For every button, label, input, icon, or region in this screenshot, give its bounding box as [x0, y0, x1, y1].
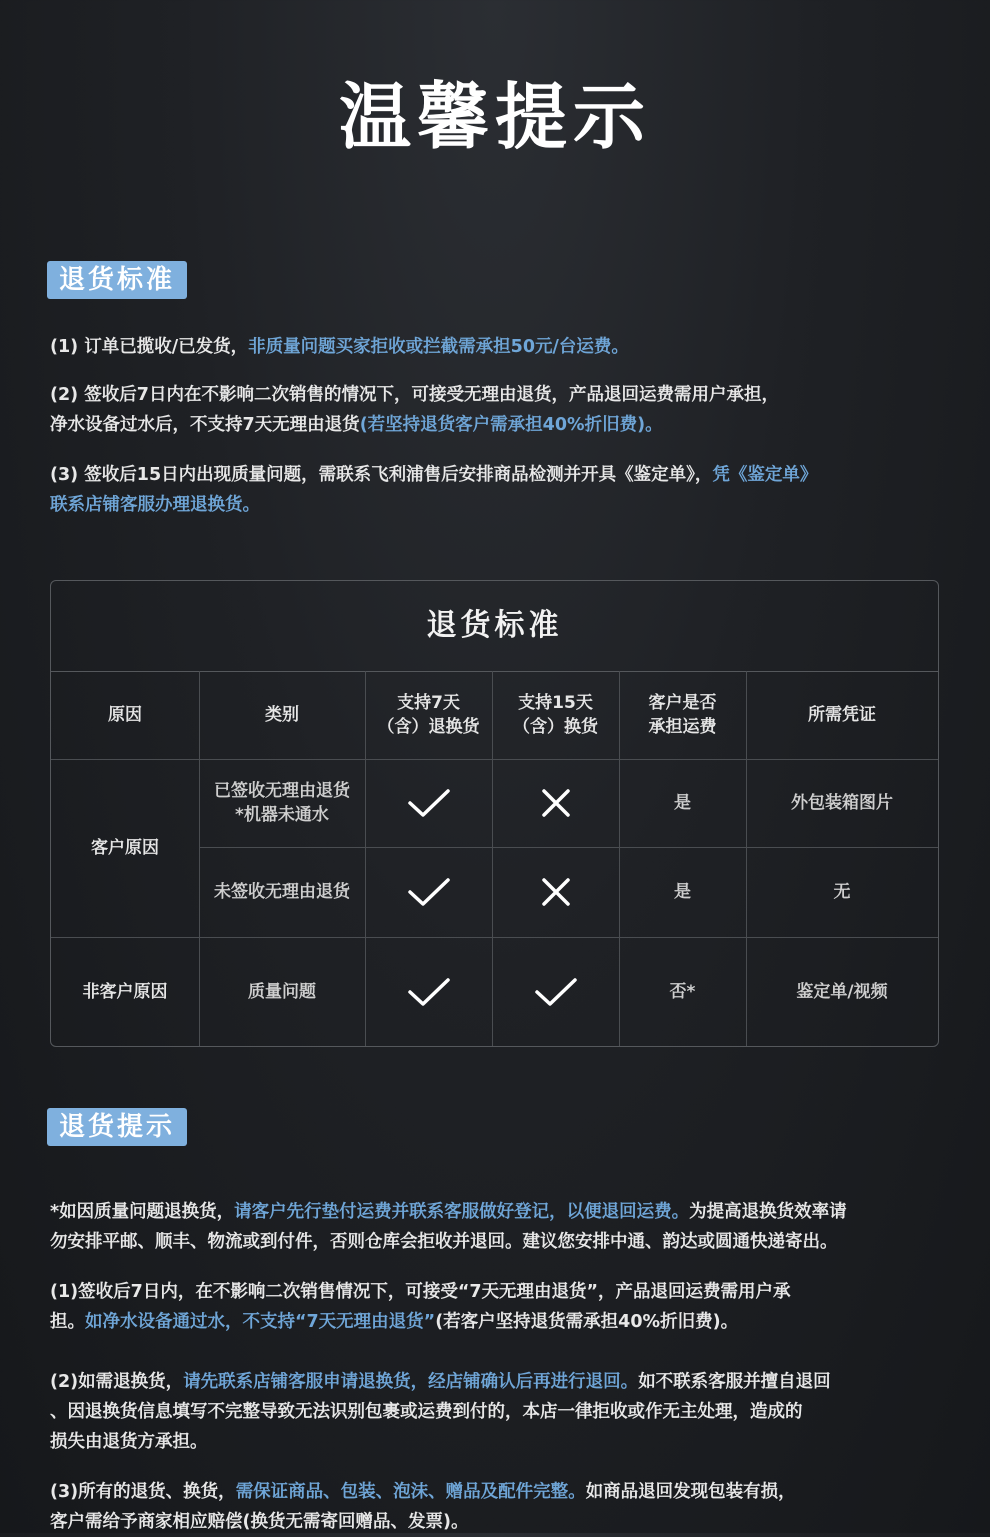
- header-reason: 原因: [108, 705, 142, 725]
- check-icon: [492, 937, 619, 1047]
- tip-3-line-1: [50, 1477, 940, 1507]
- tip-0-line-2: 勿安排平邮、顺丰、物流或到付件，否则仓库会拒收并退回。建议您安排中通、韵达或圆通快递寄出。: [50, 1232, 838, 1252]
- tip-1-line-2: [50, 1307, 940, 1337]
- rule-3: [50, 460, 950, 520]
- rule-1: [50, 332, 950, 362]
- rule-2: [50, 380, 950, 440]
- tip-2-line-3: 损失由退货方承担。: [50, 1432, 208, 1452]
- rule-1-text: (1) 订单已揽收/已发货，: [50, 337, 249, 357]
- check-icon: [365, 937, 492, 1047]
- tip-0: [50, 1197, 940, 1257]
- tip-1: [50, 1277, 940, 1337]
- header-15day-line-1: 支持15天: [518, 693, 593, 713]
- table-title: 退货标准: [51, 581, 938, 672]
- tip-2-line-1: [50, 1367, 940, 1397]
- tip-2-text: (2)如需退换货，: [50, 1372, 184, 1392]
- page-title: 温馨提示: [338, 75, 651, 159]
- rule-3-text: (3) 签收后15日内出现质量问题，需联系飞利浦售后安排商品检测并开具《鉴定单》，: [50, 465, 713, 485]
- tip-0-text-end: 为提高退换货效率请: [689, 1202, 847, 1222]
- rule-2-highlight: (若坚持退货客户需承担40%折旧费)。: [359, 415, 663, 435]
- tip-3-line-2: 客户需给予商家相应赔偿(换货无需寄回赠品、发票)。: [50, 1512, 469, 1532]
- tip-3-highlight: 需保证商品、包装、泡沫、赠品及配件完整。: [235, 1482, 586, 1502]
- header-category: 类别: [265, 705, 299, 725]
- header-15day-exchange: [492, 671, 619, 759]
- tip-1-highlight: 如净水设备通过水，不支持“7天无理由退货”: [85, 1312, 436, 1332]
- rule-2-text: 净水设备过水后，不支持7天无理由退货: [50, 415, 360, 435]
- cross-icon: [492, 847, 619, 937]
- tip-2-line-2: 、因退换货信息填写不完整导致无法识别包裹或运费到付的，本店一律拒收或作无主处理，造成的: [50, 1402, 803, 1422]
- tip-1-text-end: (若客户坚持退货需承担40%折旧费)。: [435, 1312, 739, 1332]
- rule-1-highlight: 非质量问题买家拒收或拦截需承担50元/台运费。: [248, 337, 629, 357]
- header-7day-return: [365, 671, 492, 759]
- category-line-2: *机器未通水: [235, 805, 329, 825]
- category-quality-issue: 质量问题: [248, 982, 316, 1002]
- tip-1-line-1: (1)签收后7日内，在不影响二次销售情况下，可接受“7天无理由退货”，产品退回运费需用户承: [50, 1282, 791, 1302]
- header-proof: 所需凭证: [808, 705, 876, 725]
- header-fee-line-2: 承担运费: [648, 717, 717, 737]
- tip-3-text-end: 如商品退回发现包装有损，: [585, 1482, 796, 1502]
- header-7day-line-1: 支持7天: [397, 693, 460, 713]
- tip-2: [50, 1367, 940, 1457]
- rule-3-line-2: 联系店铺客服办理退换货。: [50, 495, 260, 515]
- category-signed-return: [199, 759, 365, 847]
- tip-0-text: *如因质量问题退换货，: [50, 1202, 235, 1222]
- proof-value: 外包装箱图片: [791, 793, 893, 813]
- section-tag-return-tips: 退货提示: [47, 1108, 187, 1146]
- rule-3-line-1: [50, 460, 950, 490]
- rule-2-line-1: (2) 签收后7日内在不影响二次销售的情况下，可接受无理由退货，产品退回运费需用户承担，: [50, 385, 779, 405]
- proof-value: 无: [833, 882, 851, 902]
- reason-non-customer: 非客户原因: [82, 982, 168, 1002]
- header-15day-line-2: （含）换货: [513, 717, 598, 737]
- fee-value: 否*: [669, 982, 696, 1002]
- tip-3-text: (3)所有的退货、换货，: [50, 1482, 236, 1502]
- tip-3: [50, 1477, 940, 1537]
- header-7day-line-2: （含）退换货: [377, 717, 480, 737]
- cross-icon: [492, 759, 619, 847]
- header-shipping-fee: [619, 671, 746, 759]
- rule-2-line-2: [50, 410, 950, 440]
- check-icon: [365, 847, 492, 937]
- fee-value: 是: [674, 793, 691, 813]
- tip-0-highlight: 请客户先行垫付运费并联系客服做好登记，以便退回运费。: [234, 1202, 690, 1222]
- rule-3-highlight: 凭《鉴定单》: [712, 465, 818, 485]
- header-fee-line-1: 客户是否: [648, 693, 717, 713]
- check-icon: [365, 759, 492, 847]
- category-unsigned-return: 未签收无理由退货: [214, 882, 350, 902]
- return-standard-table: [50, 580, 939, 1047]
- tip-2-text-end: 如不联系客服并擅自退回: [638, 1372, 831, 1392]
- reason-customer: 客户原因: [91, 838, 159, 858]
- section-tag-return-standard: 退货标准: [47, 261, 187, 299]
- tip-1-text: 担。: [50, 1312, 85, 1332]
- tip-0-line-1: [50, 1197, 940, 1227]
- fee-value: 是: [674, 882, 691, 902]
- tip-2-highlight: 请先联系店铺客服申请退换货，经店铺确认后再进行退回。: [183, 1372, 639, 1392]
- proof-value: 鉴定单/视频: [796, 982, 888, 1002]
- category-line-1: 已签收无理由退货: [214, 781, 350, 801]
